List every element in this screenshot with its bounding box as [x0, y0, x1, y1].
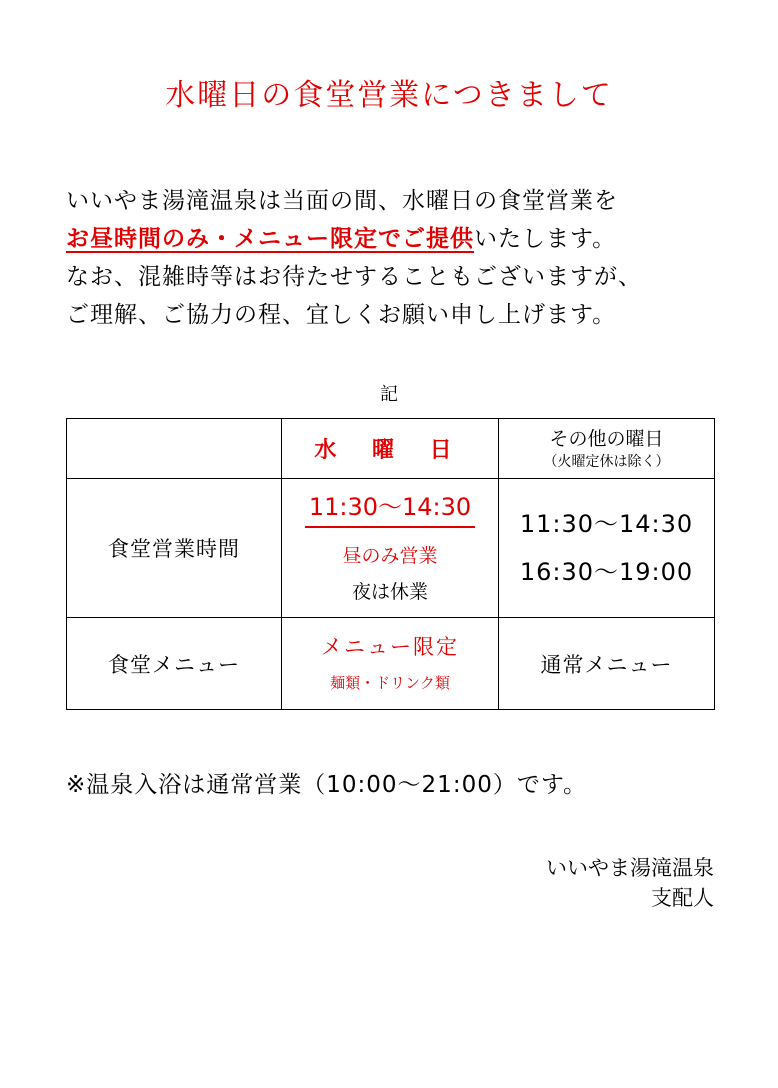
- signature-facility: いいやま湯滝温泉: [546, 856, 714, 880]
- menu-row: [67, 618, 715, 710]
- wednesday-header-cell: [282, 419, 499, 479]
- signature: [546, 853, 714, 913]
- wednesday-night-closed: 夜は休業: [351, 580, 428, 603]
- wednesday-menu-cell: [282, 618, 499, 710]
- other-days-note: （火曜定休は除く）: [543, 453, 670, 470]
- other-days-header: その他の曜日: [549, 427, 664, 450]
- intro-line-1: いいやま湯滝温泉は当面の間、水曜日の食堂営業を: [66, 188, 618, 214]
- other-days-hours-lunch: 11:30～14:30: [519, 510, 694, 538]
- other-days-hours-cell: [499, 479, 715, 618]
- other-days-header-cell: [499, 419, 715, 479]
- wednesday-menu-items: 麺類・ドリンク類: [330, 673, 450, 692]
- intro-line-2-rest: いたします。: [474, 226, 617, 252]
- table-header-row: [67, 419, 715, 479]
- wednesday-menu: メニュー限定: [321, 634, 459, 659]
- signature-manager: 支配人: [651, 886, 714, 910]
- other-days-menu: 通常メニュー: [499, 618, 715, 710]
- intro-paragraph: [66, 182, 746, 334]
- hours-row-label: 食堂営業時間: [67, 479, 282, 618]
- wednesday-hours: 11:30～14:30: [305, 487, 475, 528]
- highlight-text: お昼時間のみ・メニュー限定でご提供: [66, 226, 474, 252]
- wednesday-lunch-only: 昼のみ営業: [342, 544, 438, 567]
- hours-table: [66, 418, 715, 710]
- empty-header-cell: [67, 419, 282, 479]
- bath-note: ※温泉入浴は通常営業（10:00～21:00）です。: [66, 772, 587, 798]
- wednesday-header: 水 曜 日: [314, 438, 466, 463]
- hours-row: [67, 479, 715, 618]
- ki-heading: 記: [380, 384, 398, 405]
- notice-title: 水曜日の食堂営業につきまして: [165, 78, 613, 113]
- intro-line-3: なお、混雑時等はお待たせすることもございますが、: [66, 264, 642, 290]
- menu-row-label: 食堂メニュー: [67, 618, 282, 710]
- other-days-hours-dinner: 16:30～19:00: [519, 558, 694, 586]
- intro-line-4: ご理解、ご協力の程、宜しくお願い申し上げます。: [66, 302, 617, 328]
- intro-line-2: [66, 220, 746, 258]
- wednesday-hours-cell: [282, 479, 499, 618]
